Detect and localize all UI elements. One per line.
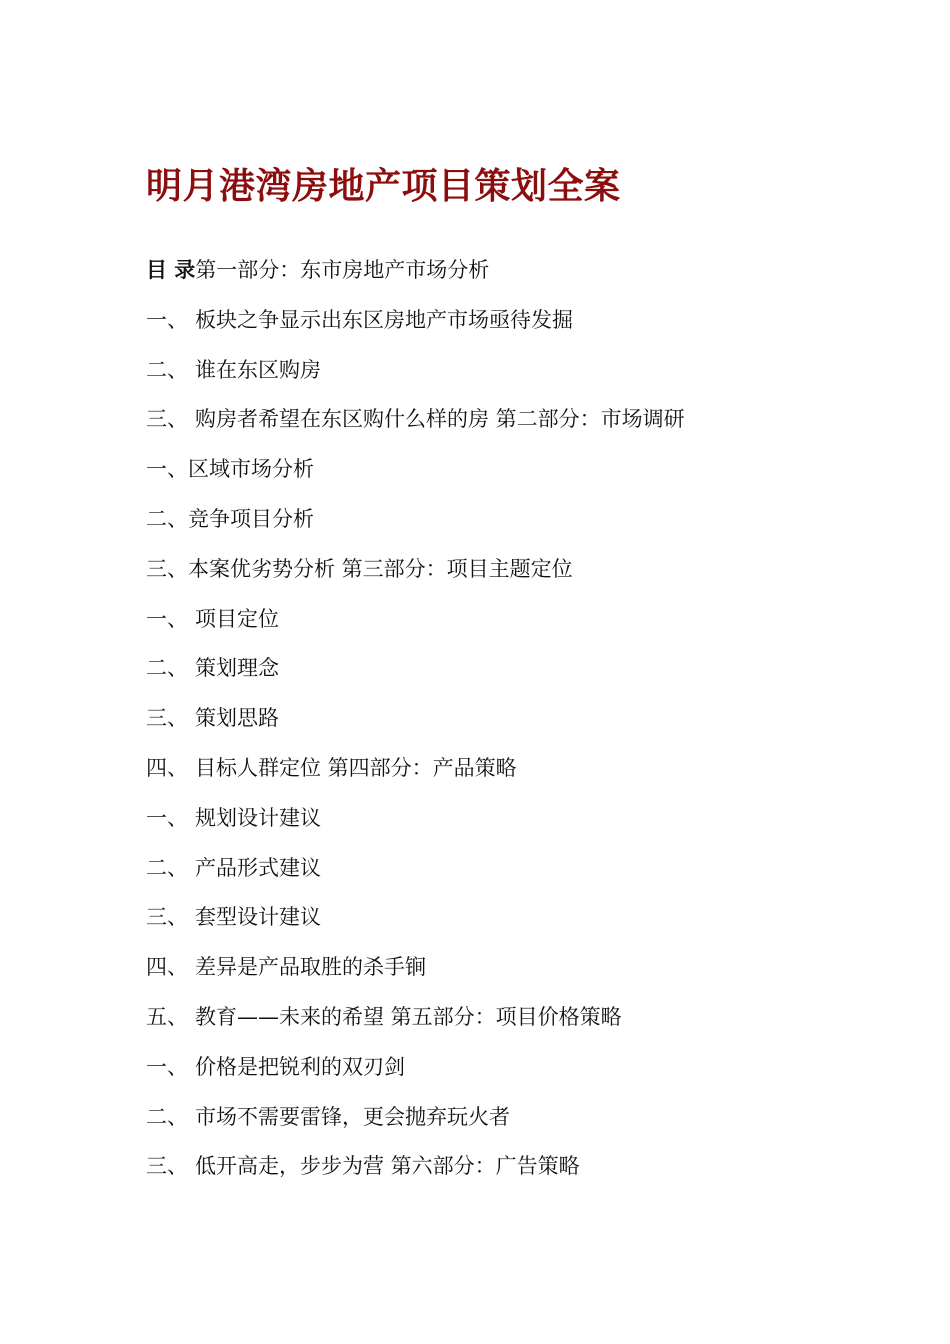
toc-entry-text: 规划设计建议 — [195, 805, 321, 830]
toc-entry-number: 一、 — [146, 457, 188, 482]
toc-line — [146, 352, 906, 402]
toc-entry-text: 差异是产品取胜的杀手锏 — [195, 955, 426, 980]
toc-entry-text: 低开高走，步步为营 第六部分：广告策略 — [195, 1154, 580, 1179]
toc-line — [146, 700, 906, 750]
toc-line — [146, 302, 906, 352]
toc-line — [146, 1148, 906, 1198]
toc-entry-text: 项目定位 — [195, 606, 279, 631]
document-title: 明月港湾房地产项目策划全案 — [146, 166, 621, 207]
toc-entry-number: 二、 — [146, 656, 188, 681]
toc-line — [146, 949, 906, 999]
toc-line — [146, 899, 906, 949]
toc-entry-number: 三、 — [146, 1154, 188, 1179]
toc-entry-text: 购房者希望在东区购什么样的房 第二部分：市场调研 — [195, 407, 685, 432]
toc-line — [146, 800, 906, 850]
toc-entry-text: 市场不需要雷锋，更会抛弃玩火者 — [195, 1104, 510, 1129]
toc-entry-number: 三、 — [146, 407, 188, 432]
toc-entry-number: 二、 — [146, 506, 188, 531]
toc-line — [146, 601, 906, 651]
toc-line — [146, 750, 906, 800]
toc-entry-text: 套型设计建议 — [195, 905, 321, 930]
toc-entry-text: 策划思路 — [195, 706, 279, 731]
toc-line — [146, 650, 906, 700]
toc-entry-number: 一、 — [146, 805, 188, 830]
toc-entry-number: 四、 — [146, 755, 188, 780]
toc-entry-number: 三、 — [146, 706, 188, 731]
toc-line — [146, 501, 906, 551]
toc-line — [146, 252, 906, 302]
toc-line — [146, 1049, 906, 1099]
toc-entry-text: 产品形式建议 — [195, 855, 321, 880]
toc-entry-text: 第一部分：东市房地产市场分析 — [195, 258, 490, 282]
toc-entry-text: 本案优劣势分析 第三部分：项目主题定位 — [188, 556, 573, 581]
toc-entry-number: 三、 — [146, 905, 188, 930]
toc-entry-text: 谁在东区购房 — [195, 357, 321, 382]
toc-entry-number: 三、 — [146, 556, 188, 581]
toc-line — [146, 401, 906, 451]
table-of-contents — [146, 252, 906, 1198]
toc-entry-number: 二、 — [146, 357, 188, 382]
toc-entry-text: 区域市场分析 — [188, 457, 314, 482]
toc-entry-number: 二、 — [146, 855, 188, 880]
toc-entry-text: 板块之争显示出东区房地产市场亟待发掘 — [195, 307, 573, 332]
toc-line — [146, 551, 906, 601]
toc-entry-number: 一、 — [146, 1054, 188, 1079]
toc-entry-text: 竞争项目分析 — [188, 506, 314, 531]
toc-line — [146, 451, 906, 501]
toc-entry-text: 教育——未来的希望 第五部分：项目价格策略 — [195, 1004, 622, 1029]
toc-entry-text: 价格是把锐利的双刃剑 — [195, 1054, 405, 1079]
toc-entry-number: 五、 — [146, 1004, 188, 1029]
toc-entry-number: 二、 — [146, 1104, 188, 1129]
toc-line — [146, 850, 906, 900]
toc-entry-number: 四、 — [146, 955, 188, 980]
toc-entry-text: 策划理念 — [195, 656, 279, 681]
toc-label: 目 录 — [146, 258, 196, 282]
toc-line — [146, 999, 906, 1049]
toc-line — [146, 1099, 906, 1149]
toc-entry-number: 一、 — [146, 606, 188, 631]
toc-entry-text: 目标人群定位 第四部分：产品策略 — [195, 755, 517, 780]
toc-entry-number: 一、 — [146, 307, 188, 332]
